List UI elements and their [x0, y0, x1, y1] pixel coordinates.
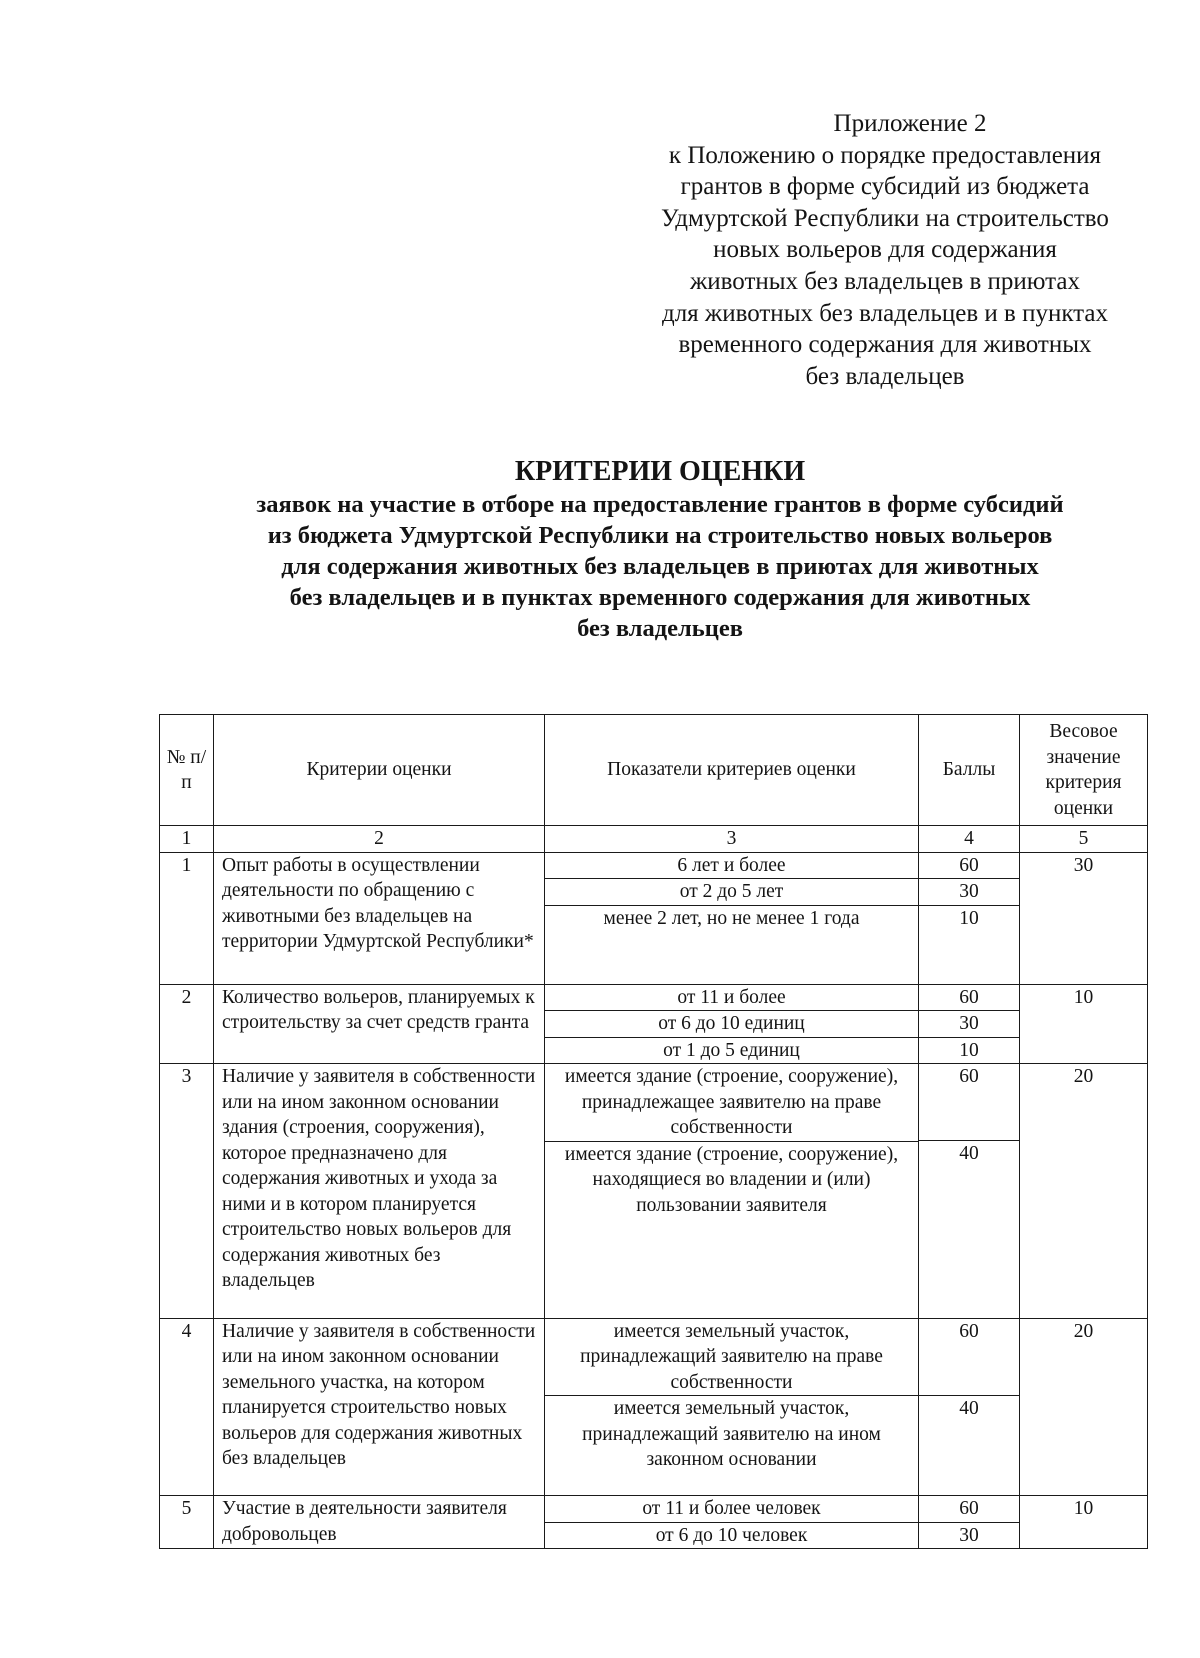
annex-reference — [620, 108, 1150, 392]
column-number: 4 — [919, 826, 1020, 853]
score: 60 — [959, 1498, 979, 1519]
score: 60 — [959, 1066, 979, 1087]
annex-line: для животных без владельцев и в пунктах — [661, 299, 1109, 327]
annex-line: без владельцев — [805, 362, 965, 390]
annex-line: к Положению о порядке предоставления — [668, 141, 1102, 169]
column-number: 1 — [160, 826, 214, 853]
criteria-table — [159, 714, 1148, 1549]
title-line: для содержания животных без владельцев в приютах для животных — [281, 553, 1039, 580]
row-indicators — [545, 984, 919, 1064]
indicator: от 6 до 10 единиц — [545, 1010, 918, 1037]
title-heading: КРИТЕРИИ ОЦЕНКИ — [514, 456, 806, 487]
row-scores — [919, 852, 1020, 984]
column-number: 3 — [545, 826, 919, 853]
title-line: без владельцев и в пунктах временного содержания для животных — [289, 584, 1031, 611]
row-weight: 20 — [1020, 1318, 1148, 1496]
document-title — [160, 455, 1160, 644]
row-criterion: Наличие у заявителя в собственности или на ином законном основании земельного участка, на котором планируется строительство новых вольеров для содержания животных без владельцев — [214, 1318, 545, 1496]
title-line: из бюджета Удмуртской Республики на строительство новых вольеров — [267, 522, 1053, 549]
table-header-row — [160, 715, 1148, 826]
row-indicators — [545, 852, 919, 984]
row-scores — [919, 1064, 1020, 1319]
annex-line: грантов в форме субсидий из бюджета — [680, 173, 1090, 201]
table-row — [160, 984, 1148, 1064]
annex-line: Удмуртской Республики на строительство — [661, 204, 1109, 232]
indicator: от 11 и более человек — [642, 1498, 821, 1519]
row-weight: 10 — [1020, 984, 1148, 1064]
row-scores — [919, 1318, 1020, 1496]
score: 60 — [959, 854, 979, 876]
title-line: заявок на участие в отборе на предоставление грантов в форме субсидий — [256, 491, 1064, 518]
row-number: 3 — [160, 1064, 214, 1319]
table-row — [160, 1496, 1148, 1549]
annex-line: Приложение 2 — [833, 110, 987, 137]
score: 30 — [919, 1522, 1019, 1549]
indicator: от 6 до 10 человек — [545, 1522, 918, 1549]
score: 30 — [919, 878, 1019, 905]
indicator: менее 2 лет, но не менее 1 года — [545, 905, 918, 984]
indicator: имеется земельный участок, принадлежащий заявителю на праве собственности — [580, 1320, 883, 1393]
row-number: 4 — [160, 1318, 214, 1496]
row-indicators — [545, 1496, 919, 1549]
row-weight: 10 — [1020, 1496, 1148, 1549]
indicator: от 2 до 5 лет — [545, 878, 918, 905]
annex-line: новых вольеров для содержания — [713, 236, 1057, 264]
score: 40 — [919, 1140, 1019, 1317]
annex-line: временного содержания для животных — [678, 331, 1092, 359]
row-scores — [919, 984, 1020, 1064]
row-criterion: Участие в деятельности заявителя добровольцев — [214, 1496, 545, 1549]
row-criterion: Количество вольеров, планируемых к строительству за счет средств гранта — [214, 984, 545, 1064]
column-number: 5 — [1020, 826, 1148, 853]
score: 40 — [919, 1395, 1019, 1495]
indicator: имеется здание (строение, сооружение), находящиеся во владении и (или) пользовании заявителя — [545, 1141, 918, 1318]
score: 10 — [919, 1037, 1019, 1064]
row-criterion: Наличие у заявителя в собственности или на ином законном основании здания (строения, сооружения), которое предназначено для содержания животных и ухода за ними и в котором планируется строительство новых вольеров для содержания животных без владельцев — [214, 1064, 545, 1319]
title-line: без владельцев — [577, 615, 743, 642]
indicator: от 1 до 5 единиц — [545, 1037, 918, 1064]
table-row — [160, 852, 1148, 984]
score: 10 — [919, 905, 1019, 984]
row-indicators — [545, 1064, 919, 1319]
indicator: от 11 и более — [677, 986, 786, 1008]
row-scores — [919, 1496, 1020, 1549]
header-weight: Весовое значение критерия оценки — [1020, 715, 1148, 826]
indicator: имеется здание (строение, сооружение), принадлежащее заявителю на праве собственности — [564, 1066, 899, 1138]
score: 60 — [959, 1320, 979, 1342]
header-num: № п/п — [160, 715, 214, 826]
table-row — [160, 1318, 1148, 1496]
row-weight: 20 — [1020, 1064, 1148, 1319]
row-number: 2 — [160, 984, 214, 1064]
table-row — [160, 1064, 1148, 1319]
header-criterion: Критерии оценки — [214, 715, 545, 826]
header-indicators: Показатели критериев оценки — [545, 715, 919, 826]
annex-line: животных без владельцев в приютах — [690, 267, 1080, 295]
score: 60 — [959, 986, 979, 1008]
column-number: 2 — [214, 826, 545, 853]
indicator: 6 лет и более — [677, 854, 786, 876]
row-weight: 30 — [1020, 852, 1148, 984]
row-criterion: Опыт работы в осуществлении деятельности по обращению с животными без владельцев на территории Удмуртской Республики* — [214, 852, 545, 984]
row-number: 5 — [160, 1496, 214, 1549]
score: 30 — [919, 1010, 1019, 1037]
header-score: Баллы — [919, 715, 1020, 826]
indicator: имеется земельный участок, принадлежащий заявителю на ином законном основании — [545, 1395, 918, 1495]
row-number: 1 — [160, 852, 214, 984]
column-number-row — [160, 826, 1148, 853]
row-indicators — [545, 1318, 919, 1496]
